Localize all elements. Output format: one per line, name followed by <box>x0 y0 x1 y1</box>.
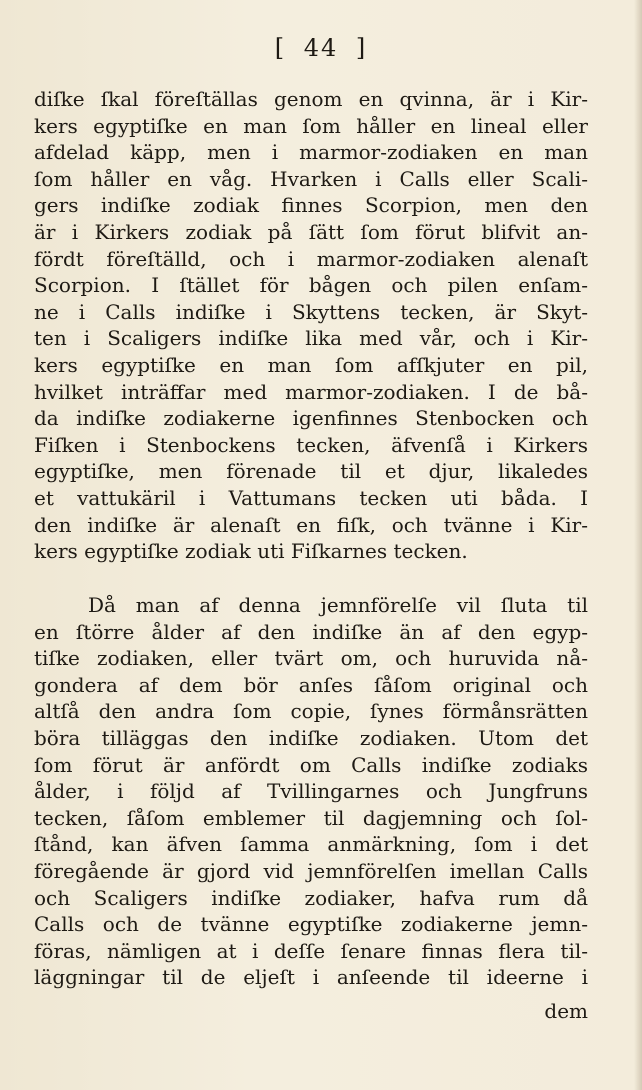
text-line: ten i Scaligers indiſke lika med vår, och i Kir- <box>34 326 588 351</box>
page-header <box>0 34 642 62</box>
text-line: da indiſke zodiakerne igenfinnes Stenbocken och <box>34 406 588 431</box>
text-line: Fiſken i Stenbockens tecken, äfvenſå i Kirkers <box>34 432 588 457</box>
text-line: kers egyptiſke zodiak uti Fiſkarnes tecken. <box>34 539 468 564</box>
text-line: et vattukäril i Vattumans tecken uti båda. I <box>34 485 588 510</box>
text-line: böra tilläggas den indiſke zodiaken. Utom det <box>34 725 588 750</box>
catchword: dem <box>544 999 588 1023</box>
text-line: diſke ſkal föreſtällas genom en qvinna, är i Kir- <box>34 87 588 111</box>
text-line: gers indiſke zodiak finnes Scorpion, men den <box>34 193 588 218</box>
paragraph-1 <box>34 86 588 565</box>
text-line: är i Kirkers zodiak på ſätt ſom förut blifvit an- <box>34 219 588 244</box>
text-line: ålder, i följd af Tvillingarnes och Jungfruns <box>34 779 588 804</box>
text-line: tecken, ſåſom emblemer til dagjemning och ſol- <box>34 805 588 830</box>
text-line: kers egyptiſke en man ſom afſkjuter en pil, <box>34 352 588 377</box>
paragraph-2 <box>34 592 588 991</box>
text-line: Calls och de tvänne egyptiſke zodiakerne jemn- <box>34 912 588 937</box>
text-line: gondera af dem bör anſes ſåſom original och <box>34 672 588 697</box>
text-line: ſtånd, kan äfven ſamma anmärkning, ſom i det <box>34 832 588 857</box>
text-line: läggningar til de eljeſt i anſeende til ideerne i <box>34 965 588 990</box>
text-line: afdelad käpp, men i marmor-zodiaken en man <box>34 140 588 165</box>
page-number: 44 <box>303 34 339 62</box>
open-bracket: [ <box>274 34 287 62</box>
text-line: ne i Calls indiſke i Skyttens tecken, är Skyt- <box>34 299 588 324</box>
text-line: och Scaligers indiſke zodiaker, hafva rum då <box>34 885 588 910</box>
text-line: den indiſke är alenaſt en fiſk, och tvänne i Kir- <box>34 512 588 537</box>
text-line: Scorpion. I ſtället för bågen och pilen enſam- <box>34 273 588 298</box>
text-line: kers egyptiſke en man ſom håller en lineal eller <box>34 113 588 138</box>
text-line: hvilket inträffar med marmor-zodiaken. I de bå- <box>34 379 588 404</box>
text-line: egyptiſke, men förenade til et djur, likaledes <box>34 459 588 484</box>
page-spine-shadow <box>634 0 642 1090</box>
text-line: ſom håller en våg. Hvarken i Calls eller Scali- <box>34 166 588 191</box>
text-line: föras, nämligen at i deſſe ſenare finnas flera til- <box>34 938 588 963</box>
text-line: föregående är gjord vid jemnförelſen imellan Calls <box>34 858 588 883</box>
text-line: ſom förut är anfördt om Calls indiſke zodiaks <box>34 752 588 777</box>
text-line: tiſke zodiaken, eller tvärt om, och huruvida nå- <box>34 646 588 671</box>
close-bracket: ] <box>355 34 368 62</box>
text-line: Då man af denna jemnförelſe vil ſluta til <box>88 593 588 617</box>
text-line: altſå den andra ſom copie, ſynes förmånsrätten <box>34 699 588 724</box>
text-line: en ſtörre ålder af den indiſke än af den egyp- <box>34 619 588 644</box>
text-line: fördt föreſtälld, och i marmor-zodiaken alenaſt <box>34 246 588 271</box>
